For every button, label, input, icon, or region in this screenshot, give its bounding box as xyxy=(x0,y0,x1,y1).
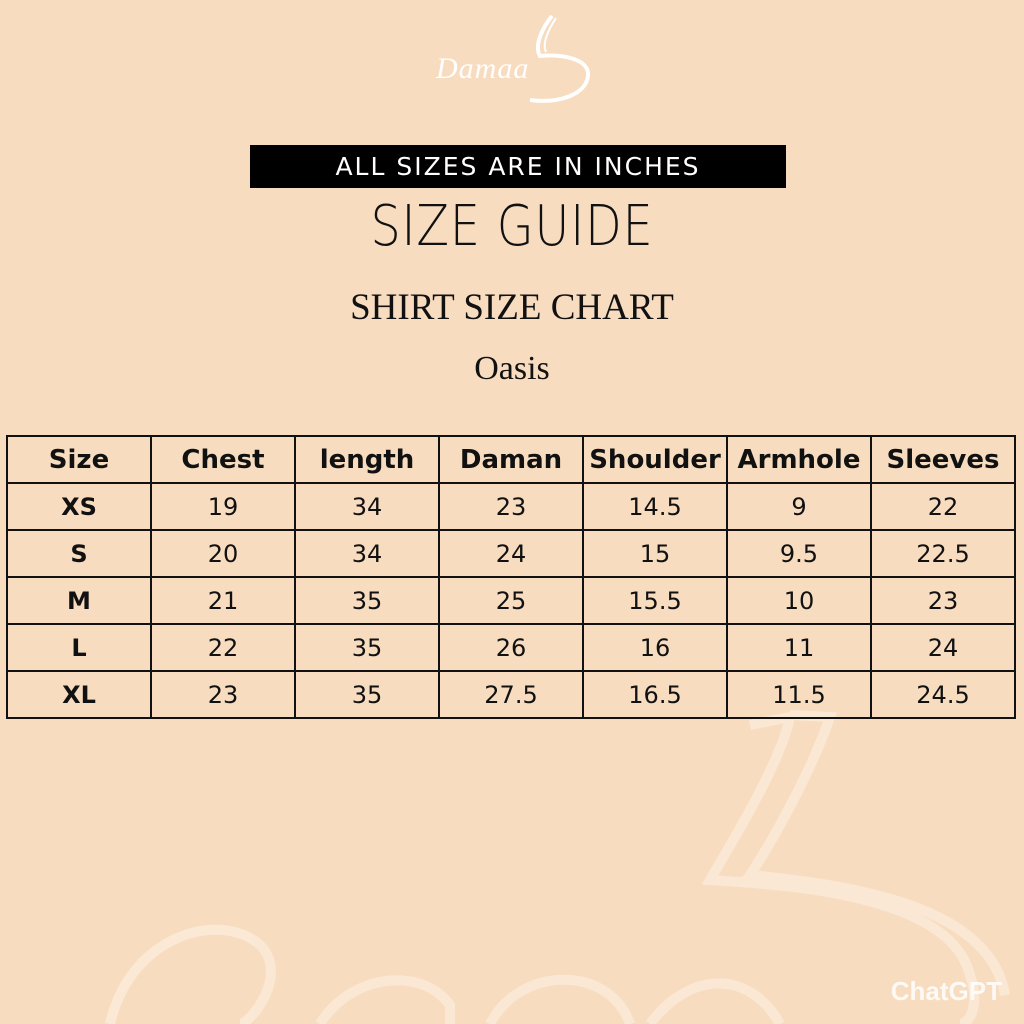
table-cell: 35 xyxy=(295,577,439,624)
size-cell: XS xyxy=(7,483,151,530)
table-header-row xyxy=(7,436,1015,483)
page-title: SIZE GUIDE xyxy=(370,194,654,259)
size-cell: M xyxy=(7,577,151,624)
table-cell: 27.5 xyxy=(439,671,583,718)
table-cell: 23 xyxy=(439,483,583,530)
brand-watermark xyxy=(90,705,1020,1024)
table-cell: 21 xyxy=(151,577,295,624)
table-row xyxy=(7,530,1015,577)
table-cell: 25 xyxy=(439,577,583,624)
credit-watermark: ChatGPT xyxy=(890,976,1002,1006)
column-header: Size xyxy=(7,436,151,483)
table-cell: 9.5 xyxy=(727,530,871,577)
table-cell: 34 xyxy=(295,530,439,577)
table-cell: 23 xyxy=(871,577,1015,624)
table-cell: 34 xyxy=(295,483,439,530)
column-header: Sleeves xyxy=(871,436,1015,483)
table-cell: 22.5 xyxy=(871,530,1015,577)
column-header: Chest xyxy=(151,436,295,483)
table-cell: 22 xyxy=(871,483,1015,530)
table-cell: 15.5 xyxy=(583,577,727,624)
table-cell: 26 xyxy=(439,624,583,671)
size-cell: S xyxy=(7,530,151,577)
brand-logo xyxy=(430,10,600,110)
table-row xyxy=(7,483,1015,530)
table-cell: 11.5 xyxy=(727,671,871,718)
table-cell: 24 xyxy=(439,530,583,577)
table-cell: 24.5 xyxy=(871,671,1015,718)
chart-subtitle: SHIRT SIZE CHART xyxy=(350,287,674,328)
column-header: Armhole xyxy=(727,436,871,483)
table-row xyxy=(7,671,1015,718)
table-cell: 16 xyxy=(583,624,727,671)
table-cell: 19 xyxy=(151,483,295,530)
column-header: Daman xyxy=(439,436,583,483)
table-cell: 22 xyxy=(151,624,295,671)
table-cell: 20 xyxy=(151,530,295,577)
table-cell: 10 xyxy=(727,577,871,624)
table-row xyxy=(7,577,1015,624)
size-chart-table xyxy=(6,435,1016,719)
table-cell: 9 xyxy=(727,483,871,530)
table-cell: 15 xyxy=(583,530,727,577)
table-cell: 14.5 xyxy=(583,483,727,530)
table-row xyxy=(7,624,1015,671)
column-header: length xyxy=(295,436,439,483)
table-cell: 16.5 xyxy=(583,671,727,718)
table-cell: 23 xyxy=(151,671,295,718)
table-cell: 24 xyxy=(871,624,1015,671)
table-cell: 11 xyxy=(727,624,871,671)
product-name: Oasis xyxy=(474,350,550,387)
size-cell: XL xyxy=(7,671,151,718)
table-cell: 35 xyxy=(295,624,439,671)
units-banner: ALL SIZES ARE IN INCHES xyxy=(250,145,786,188)
table-cell: 35 xyxy=(295,671,439,718)
svg-text:Damaa: Damaa xyxy=(436,52,530,85)
column-header: Shoulder xyxy=(583,436,727,483)
size-cell: L xyxy=(7,624,151,671)
